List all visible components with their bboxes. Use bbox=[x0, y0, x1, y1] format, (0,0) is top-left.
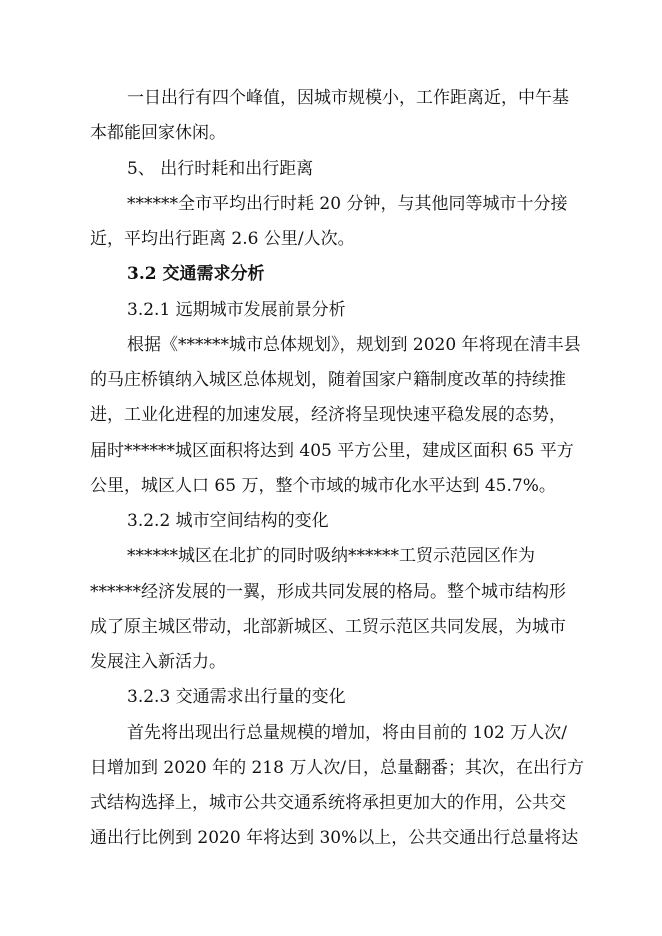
section-heading: 3.2 交通需求分析 bbox=[127, 264, 265, 284]
text-line: 届时******城区面积将达到 405 平方公里，建成区面积 65 平方 bbox=[90, 441, 574, 461]
text-line: 首先将出现出行总量规模的增加，将由目前的 102 万人次/ bbox=[127, 723, 567, 743]
text-line: 公里，城区人口 65 万，整个市域的城市化水平达到 45.7%。 bbox=[90, 476, 556, 496]
text-line: 成了原主城区带动，北部新城区、工贸示范区共同发展，为城市 bbox=[90, 617, 566, 637]
text-line: 日增加到 2020 年的 218 万人次/日，总量翻番；其次，在出行方 bbox=[90, 758, 585, 778]
text-line: ******城区在北扩的同时吸纳******工贸示范园区作为 bbox=[127, 546, 535, 566]
text-line: 一日出行有四个峰值，因城市规模小，工作距离近，中午基 bbox=[127, 88, 569, 108]
text-line: 进，工业化进程的加速发展，经济将呈现快速平稳发展的态势， bbox=[90, 405, 566, 425]
text-line: 近，平均出行距离 2.6 公里/人次。 bbox=[90, 229, 355, 249]
subsection-heading: 3.2.2 城市空间结构的变化 bbox=[127, 511, 329, 531]
text-line: 式结构选择上，城市公共交通系统将承担更加大的作用，公共交 bbox=[90, 793, 566, 813]
text-line: 根据《******城市总体规划》，规划到 2020 年将现在清丰县 bbox=[127, 335, 581, 355]
text-line: 发展注入新活力。 bbox=[90, 652, 226, 672]
text-line: 的马庄桥镇纳入城区总体规划，随着国家户籍制度改革的持续推 bbox=[90, 370, 566, 390]
text-line: ******经济发展的一翼，形成共同发展的格局。整个城市结构形 bbox=[90, 582, 566, 602]
subsection-heading: 3.2.3 交通需求出行量的变化 bbox=[127, 687, 346, 707]
text-line: 通出行比例到 2020 年将达到 30%以上，公共交通出行总量将达 bbox=[90, 828, 579, 848]
text-line: 本都能回家休闲。 bbox=[90, 123, 226, 143]
subsection-heading: 3.2.1 远期城市发展前景分析 bbox=[127, 300, 346, 320]
text-line: 5、 出行时耗和出行距离 bbox=[127, 159, 314, 179]
text-line: ******全市平均出行时耗 20 分钟，与其他同等城市十分接 bbox=[127, 194, 568, 214]
